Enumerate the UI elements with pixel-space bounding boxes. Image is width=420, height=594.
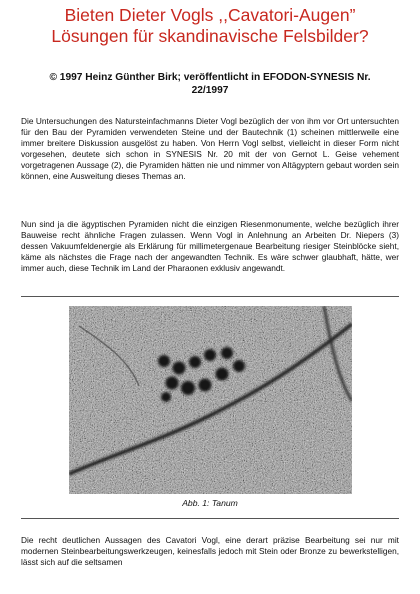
paragraph-2: Nun sind ja die ägyptischen Pyramiden nicht die einzigen Riesenmonumente, welche bezüglich ihrer Bauweise recht ähnliche Fragen zulassen. Wenn Vogl in Anlehnung an Arbeiten Dr. Niepers (3) dessen Vakuumfeldenergie als Erklärung für millimetergenaue Bearbeitung riesiger Steinblöcke sieht, käme als nächstes die Frage nach der angewandten Technik. Es wäre schwer glaubhaft, hätte, wer immer auch, diese Technik im Land der Pharaonen exklusiv angewandt.	[21, 219, 399, 274]
title-line-1: Bieten Dieter Vogls ,,Cavatori-Augen”	[64, 5, 356, 25]
byline	[25, 71, 395, 97]
rock-carving-photo	[69, 306, 352, 494]
paragraph-3: Die recht deutlichen Aussagen des Cavatori Vogl, eine derart präzise Bearbeitung sei nur mit modernen Steinbearbeitungswerkzeugen, keinesfalls jedoch mit Stein oder Bronze zu bewerkstelligen, lässt sich auf die seltsamen	[21, 535, 399, 568]
title-line-2: Lösungen für skandinavische Felsbilder?	[51, 26, 369, 46]
divider-bottom	[21, 518, 399, 519]
paragraph-1: Die Untersuchungen des Natursteinfachmanns Dieter Vogl bezüglich der von ihm vor Ort untersuchten für den Bau der Pyramiden verwendeten Steine und der Bautechnik (1) scheinen mittlerweile eine immer breitere Diskussion ausgelöst zu haben. Von Herrn Vogl selbst, vielleicht in dieser Form nicht vorgesehen, deutete sich schon in SYNESIS Nr. 20 mit der von Gernot L. Geise vehement vorgetragenen Aussage (2), die Pyramiden hätten nie und nimmer von Altägyptern gebaut worden sein können, eine Ausweitung dieses Themas an.	[21, 116, 399, 182]
figure-caption: Abb. 1: Tanum	[182, 498, 238, 508]
byline-line-1: © 1997 Heinz Günther Birk; veröffentlicht in EFODON-SYNESIS Nr.	[49, 72, 371, 83]
divider-top	[21, 296, 399, 297]
rock-carving-photo-graphic	[69, 306, 352, 494]
document-title	[20, 5, 400, 47]
byline-line-2: 22/1997	[191, 85, 229, 96]
